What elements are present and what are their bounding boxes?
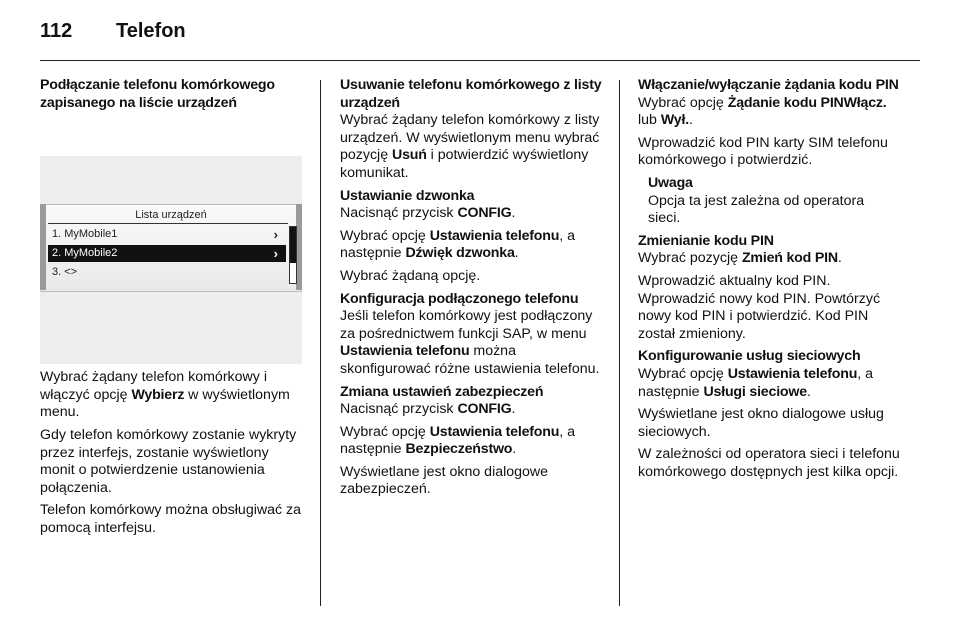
section-configure-phone [340,291,602,379]
heading: Konfiguracja podłączonego telefonu [340,290,579,307]
heading: Konfigurowanie usług sieciowych [638,348,861,365]
screen-title: Lista urządzeń [135,209,207,222]
chevron-right-icon: › [273,227,278,243]
section-security [340,384,602,500]
screen-scrollbar [289,226,297,284]
heading-connect-saved-phone: Podłączanie telefonu komórkowego zapisanego na liście urządzeń [40,77,275,111]
column-2 [340,77,602,504]
chevron-right-icon: › [273,246,278,262]
page-number: 112 [40,20,73,42]
paragraph: Wybrać opcję Ustawienia telefonu, a następnie Dźwięk dzwonka. [340,227,575,262]
paragraph: Nacisnąć przycisk CONFIG. [340,205,516,222]
paragraph: Jeśli telefon komórkowy jest podłączony za pośrednictwem funkcji SAP, w menu Ustawienia telefonu można skonfigurować różne ustawienia telefonu. [340,308,600,377]
paragraph: Wybrać pozycję Zmień kod PIN. [638,250,842,267]
heading: Włączanie/wyłączanie żądania kodu PIN [638,77,899,93]
paragraph: W zależności od operatora sieci i telefonu komórkowego dostępnych jest kilka opcji. [638,446,900,480]
heading: Ustawianie dzwonka [340,187,475,204]
paragraph: Wyświetlane jest okno dialogowe usług sieciowych. [638,406,884,440]
heading: Zmiana ustawień zabezpieczeń [340,383,544,400]
device-list-item-label: 2. MyMobile2 [52,247,118,260]
paragraph: Nacisnąć przycisk CONFIG. [340,401,516,418]
paragraph: Telefon komórkowy można obsługiwać za pomocą interfejsu. [40,502,302,536]
paragraph: Wybrać opcję Ustawienia telefonu, a następnie Usługi sieciowe. [638,365,873,400]
column-divider [619,80,620,606]
paragraph: Wybrać żądaną opcję. [340,267,481,284]
scrollbar-thumb [290,227,296,263]
device-list-item [48,226,286,243]
note-box [638,175,900,228]
section-network-services [638,348,900,481]
page-header [40,20,186,50]
paragraph: Wybrać żądany telefon komórkowy i włączyć opcję Wybierz w wyświetlonym menu. [40,369,290,421]
section-change-pin [638,233,900,344]
column-3 [638,77,900,486]
device-list-item-label: 1. MyMobile1 [52,228,118,241]
paragraph: Wprowadzić aktualny kod PIN. Wprowadzić nowy kod PIN. Powtórzyć nowy kod PIN i potwierdzić. Kod PIN został zmieniony. [638,272,881,342]
device-list-item-label: 3. <> [52,266,78,279]
paragraph: Wybrać opcję Ustawienia telefonu, a następnie Bezpieczeństwo. [340,423,575,458]
column-1 [40,77,302,543]
device-list-item-selected [48,245,286,262]
paragraph: Gdy telefon komórkowy zostanie wykryty przez interfejs, zostanie wyświetlony monit o potwierdzenie ustanowienia połączenia. [40,426,297,496]
note-heading: Uwaga [648,174,693,191]
paragraph: Wprowadzić kod PIN karty SIM telefonu komórkowego i potwierdzić. [638,134,888,169]
heading: Usuwanie telefonu komórkowego z listy urządzeń [340,77,602,111]
header-rule [40,60,920,61]
note-text: Opcja ta jest zależna od operatora sieci. [648,192,865,227]
section-title: Telefon [116,20,186,42]
section-pin-request [638,77,900,228]
section-ringtone [340,188,602,286]
paragraph: Wyświetlane jest okno dialogowe zabezpieczeń. [340,463,549,498]
paragraph: Wybrać żądany telefon komórkowy z listy urządzeń. W wyświetlonym menu wybrać pozycję Usuń i potwierdzić wyświetlony komunikat. [340,112,600,181]
section-remove-phone [340,77,602,183]
paragraph: Wybrać opcję Żądanie kodu PINWłącz. lub Wył.. [638,94,887,129]
device-list-item [48,264,286,281]
heading: Zmienianie kodu PIN [638,232,774,249]
column-divider [320,80,321,606]
screen-title-divider [48,223,288,224]
device-list-screenshot [40,156,302,364]
